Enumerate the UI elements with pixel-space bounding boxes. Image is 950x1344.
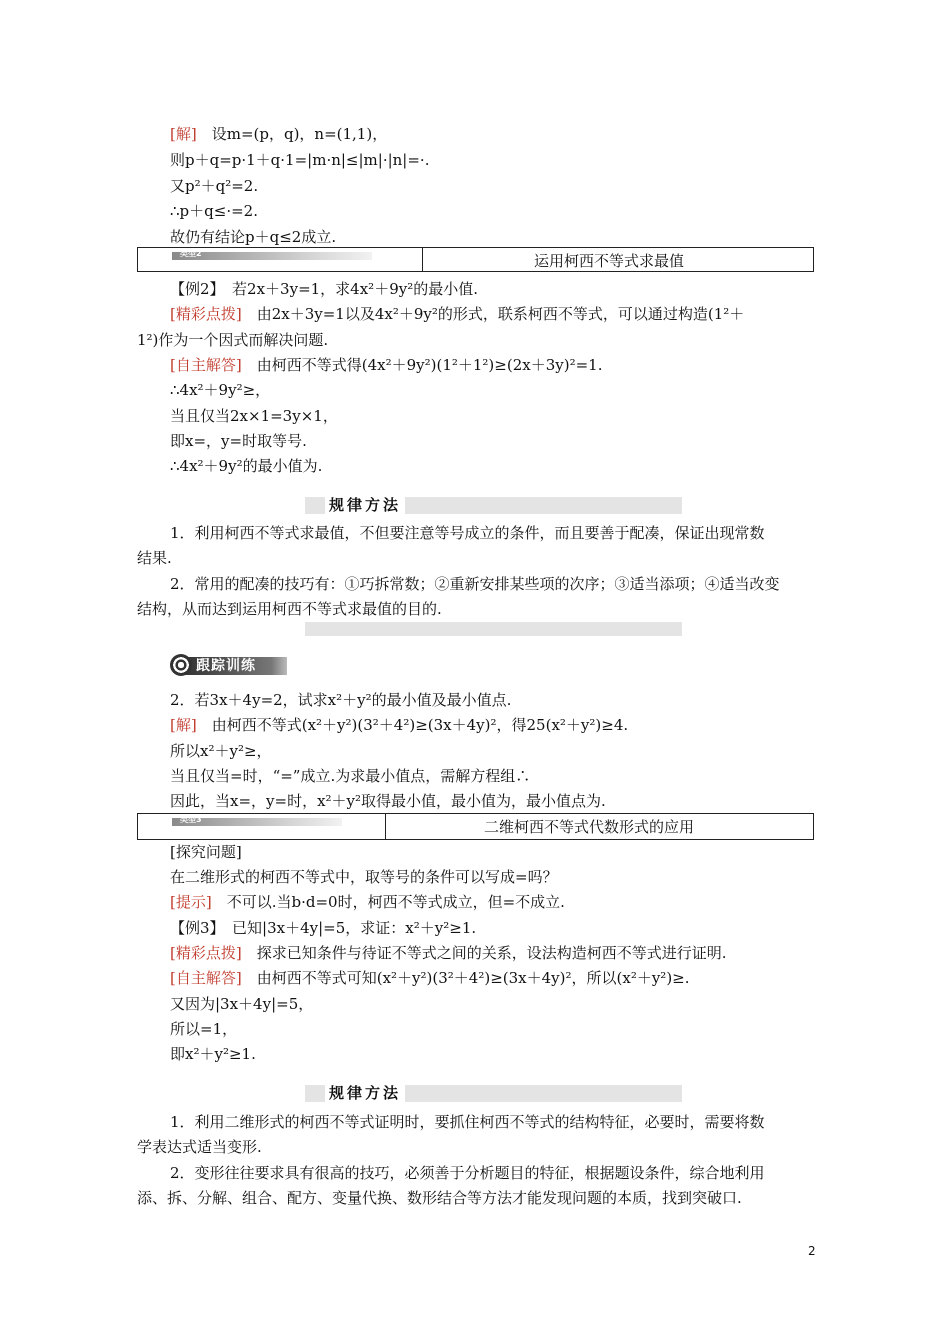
text-line: 1²)作为一个因式而解决问题. [137, 331, 329, 349]
text-line: 2．变形往往要求具有很高的技巧，必须善于分析题目的特征，根据题设条件，综合地利用 [170, 1164, 765, 1182]
text-line: 因此，当x=，y=时，x²＋y²取得最小值，最小值为，最小值点为. [170, 792, 606, 810]
explore-title: [探究问题] [170, 843, 242, 861]
solution-text: 设m=(p，q)，n=(1,1)， [196, 125, 388, 143]
target-icon [170, 654, 192, 676]
text-line: 结构，从而达到运用柯西不等式求最值的目的. [137, 600, 442, 618]
text-line: 即x²＋y²≥1. [170, 1045, 256, 1063]
text-line: 所以x²＋y²≥， [170, 742, 272, 760]
solution-line [170, 715, 628, 735]
text-line: 故仍有结论p＋q≤2成立. [170, 228, 337, 246]
training-title: 跟踪训练 [196, 658, 256, 674]
training-bar [184, 657, 287, 675]
type3-badge [172, 815, 342, 826]
example-3: 【例3】 已知|3x＋4y|=5，求证：x²＋y²≥1. [170, 919, 477, 937]
text-line: 当且仅当=时，“=”成立.为求最小值点，需解方程组∴ [170, 767, 531, 785]
text-line: 2．若3x＋4y=2，试求x²＋y²的最小值及最小值点. [170, 691, 512, 709]
hint-text: 探求已知条件与待证不等式之间的关系，设法构造柯西不等式进行证明. [241, 944, 727, 962]
text-line: 又p²＋q²=2. [170, 177, 259, 195]
hint-line [170, 304, 744, 324]
method-title: 规律方法 [325, 493, 405, 517]
answer-line [170, 968, 690, 988]
solution-tag: [解] [170, 125, 197, 143]
text-line: 结果. [137, 549, 172, 567]
solution-text: 由柯西不等式(x²＋y²)(3²＋4²)≥(3x＋4y)²，得25(x²＋y²)≥4. [196, 716, 629, 734]
text-line: ∴4x²＋9y²≥， [170, 381, 271, 399]
text-line: 1．利用二维形式的柯西不等式证明时，要抓住柯西不等式的结构特征，必要时，需要将数 [170, 1113, 765, 1131]
hint-tag: [精彩点拨] [170, 305, 242, 323]
text-line: 当且仅当2x×1=3y×1， [170, 407, 338, 425]
answer-tag: [自主解答] [170, 356, 242, 374]
type2-badge-cell [138, 248, 423, 271]
text-line: 则p＋q=p·1＋q·1=|m·n|≤|m|·|n|=·. [170, 151, 430, 169]
tip-tag: [提示] [170, 893, 212, 911]
type2-header [137, 247, 814, 272]
type3-header [137, 813, 814, 840]
text-line: 学表达式适当变形. [137, 1138, 262, 1156]
type3-title: 二维柯西不等式代数形式的应用 [484, 818, 695, 836]
solution-line [170, 124, 387, 144]
page-number: 2 [808, 1244, 816, 1258]
text-line: ∴4x²＋9y²的最小值为. [170, 457, 323, 475]
text-line: 2．常用的配凑的技巧有：①巧拆常数；②重新安排某些项的次序；③适当添项；④适当改变 [170, 575, 780, 593]
type2-title: 运用柯西不等式求最值 [534, 252, 685, 270]
type3-badge-label: 类型3 [180, 815, 202, 824]
answer-text: 由柯西不等式可知(x²＋y²)(3²＋4²)≥(3x＋4y)²，所以(x²＋y²)≥. [241, 969, 690, 987]
solution-tag: [解] [170, 716, 197, 734]
answer-line [170, 355, 602, 375]
text-line: 即x=，y=时取等号. [170, 432, 307, 450]
example-2: 【例2】 若2x＋3y=1，求4x²＋9y²的最小值. [170, 280, 478, 298]
answer-text: 由柯西不等式得(4x²＋9y²)(1²＋1²)≥(2x＋3y)²=1. [241, 356, 603, 374]
hint-line [170, 943, 727, 963]
text-line: 1．利用柯西不等式求最值，不但要注意等号成立的条件，而且要善于配凑，保证出现常数 [170, 524, 765, 542]
method-header [305, 497, 682, 514]
answer-tag: [自主解答] [170, 969, 242, 987]
hint-text: 由2x＋3y=1以及4x²＋9y²的形式，联系柯西不等式，可以通过构造(1²＋ [241, 305, 745, 323]
tip-text: 不可以.当b·d=0时，柯西不等式成立，但=不成立. [211, 893, 565, 911]
method-header [305, 1085, 682, 1102]
tip-line [170, 892, 565, 912]
type3-badge-cell [138, 814, 386, 839]
text-line: 在二维形式的柯西不等式中，取等号的条件可以写成=吗？ [170, 868, 558, 886]
text-line: 所以=1， [170, 1020, 238, 1038]
text-line: 又因为|3x＋4y|=5， [170, 995, 314, 1013]
text-line: 添、拆、分解、组合、配方、变量代换、数形结合等方法才能发现问题的本质，找到突破口. [137, 1189, 742, 1207]
training-header [170, 654, 287, 678]
hint-tag: [精彩点拨] [170, 944, 242, 962]
type2-badge-label: 类型2 [180, 249, 202, 258]
type2-badge [172, 249, 372, 260]
text-line: ∴p＋q≤·=2. [170, 202, 258, 220]
divider-bar [305, 622, 682, 636]
method-title: 规律方法 [325, 1081, 405, 1105]
